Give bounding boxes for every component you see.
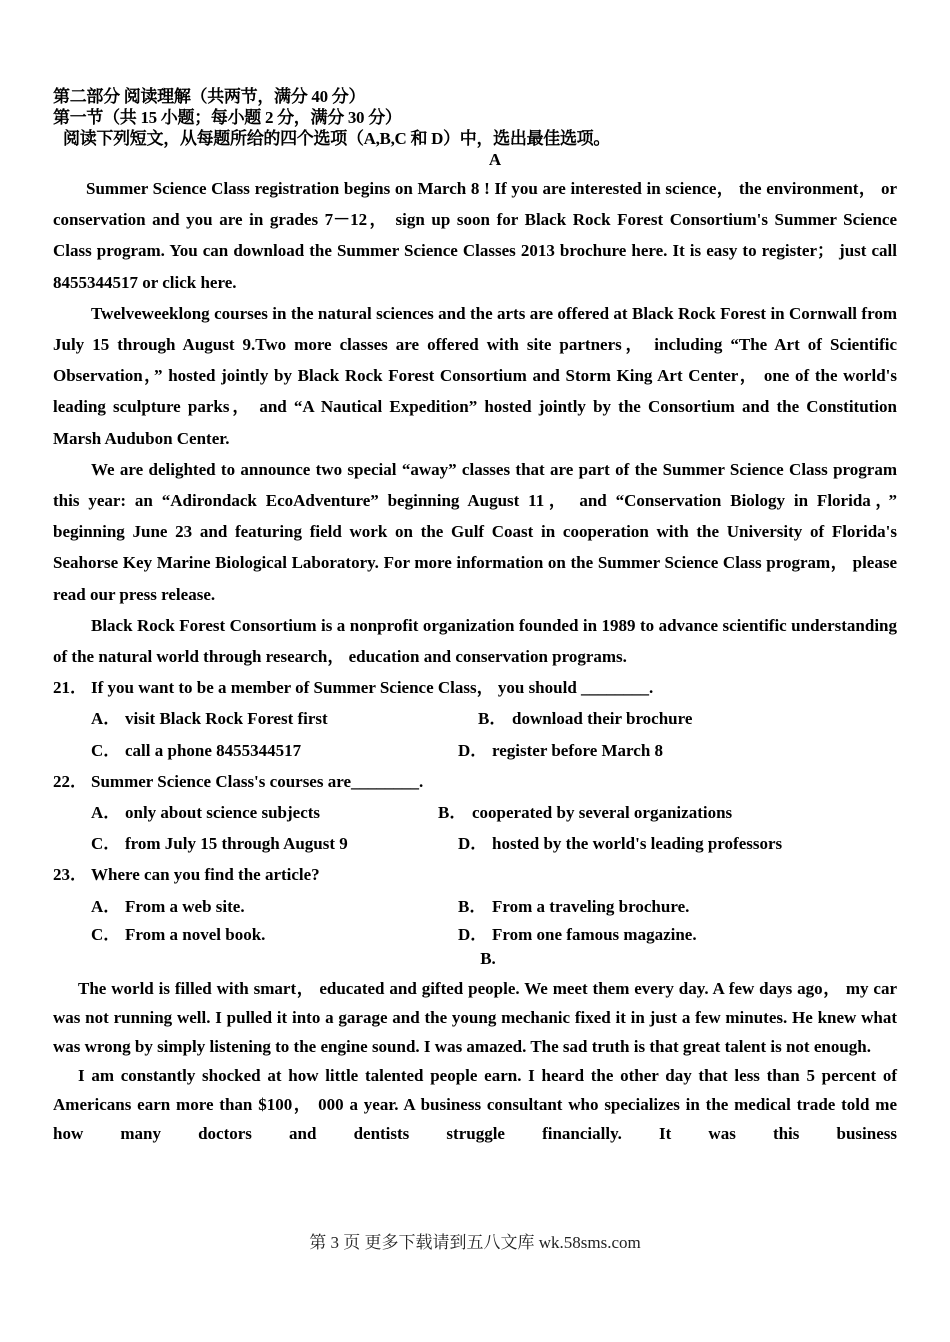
passage-b-paragraph-2: I am constantly shocked at how little talented people earn. I heard the other day that less than 5 percent of Americans earn more than $100， 000 a year. A business consultant who specializes in the medical trade told me how many doctors and dentists struggle financially. It was this business: [53, 1065, 897, 1143]
question-22: [53, 766, 897, 797]
options-row: [53, 735, 897, 766]
passage-b-label: B.: [480, 948, 496, 968]
option-d[interactable]: D． register before March 8: [458, 740, 664, 760]
options-row: [53, 891, 897, 922]
option-b[interactable]: B． cooperated by several organizations: [438, 803, 733, 823]
passage-a-paragraph-4: Black Rock Forest Consortium is a nonprofit organization founded in 1989 to advance scientific understanding of the natural world through research， education and conservation programs.: [53, 615, 897, 667]
passage-a-paragraph-2: Twelveweeklong courses in the natural sciences and the arts are offered at Black Rock Forest in Cornwall from July 15 through August 9.Two more classes are offered with site partners， including “The Art of Scientific Observation，” hosted jointly by Black Rock Forest Consortium and Storm King Art Center， one of the world's leading sculpture parks， and “A Nautical Expedition” hosted jointly by the Consortium and the Constitution Marsh Audubon Center.: [53, 303, 897, 448]
options-row: [53, 703, 897, 734]
question-number: 21．: [53, 678, 87, 698]
option-b[interactable]: B． From a traveling brochure.: [458, 896, 690, 916]
passage-a-label: A: [488, 150, 502, 169]
question-stem: If you want to be a member of Summer Science Class， you should ________.: [91, 678, 654, 698]
option-c[interactable]: C． from July 15 through August 9: [91, 834, 348, 854]
passage-a-paragraph-3: We are delighted to announce two special “away” classes that are part of the Summer Science Class program this year: an “Adirondack EcoAdventure” beginning August 11， and “Conservation Biology in Florida，” beginning June 23 and featuring field work on the Gulf Coast in cooperation with the University of Florida's Seahorse Key Marine Biological Laboratory. For more information on the Summer Science Class program， please read our press release.: [53, 459, 897, 604]
option-a[interactable]: A． only about science subjects: [91, 803, 321, 823]
instructions: 阅读下列短文，从每题所给的四个选项（A,B,C 和 D）中，选出最佳选项。: [63, 129, 611, 148]
options-row: [53, 828, 897, 859]
passage-b-paragraph-1: The world is filled with smart， educated and gifted people. We meet them every day. A few days ago， my car was not running well. I pulled it into a garage and the young mechanic fixed it in just a few minutes. He knew what was wrong by simply listening to the engine sound. I was amazed. The sad truth is that great talent is not enough.: [53, 978, 897, 1056]
question-stem: Summer Science Class's courses are________.: [91, 771, 424, 791]
option-a[interactable]: A． From a web site.: [91, 896, 245, 916]
question-23: [53, 859, 897, 890]
section-title: 第一节（共 15 小题；每小题 2 分，满分 30 分）: [53, 108, 402, 127]
exam-page: [53, 86, 897, 1148]
question-21: [53, 672, 897, 703]
question-number: 22．: [53, 771, 87, 791]
part-title: 第二部分 阅读理解（共两节，满分 40 分）: [53, 87, 366, 106]
option-b[interactable]: B． download their brochure: [478, 709, 693, 729]
question-stem: Where can you find the article?: [91, 865, 320, 885]
passage-a-paragraph-1: Summer Science Class registration begins on March 8 ! If you are interested in science， the environment， or conservation and you are in grades 7－12， sign up soon for Black Rock Forest Consortium's Summer Science Class program. You can download the Summer Science Classes 2013 brochure here. It is easy to register； just call 8455344517 or click here.: [53, 179, 897, 292]
page-footer: 第 3 页 更多下载请到五八文库 wk.58sms.com: [309, 1233, 641, 1252]
option-c[interactable]: C． From a novel book.: [91, 924, 266, 944]
question-number: 23．: [53, 865, 87, 885]
options-row: [53, 922, 897, 948]
option-c[interactable]: C． call a phone 8455344517: [91, 740, 302, 760]
option-a[interactable]: A． visit Black Rock Forest first: [91, 709, 328, 729]
option-d[interactable]: D． hosted by the world's leading professors: [458, 834, 783, 854]
options-row: [53, 797, 897, 828]
option-d[interactable]: D． From one famous magazine.: [458, 924, 697, 944]
